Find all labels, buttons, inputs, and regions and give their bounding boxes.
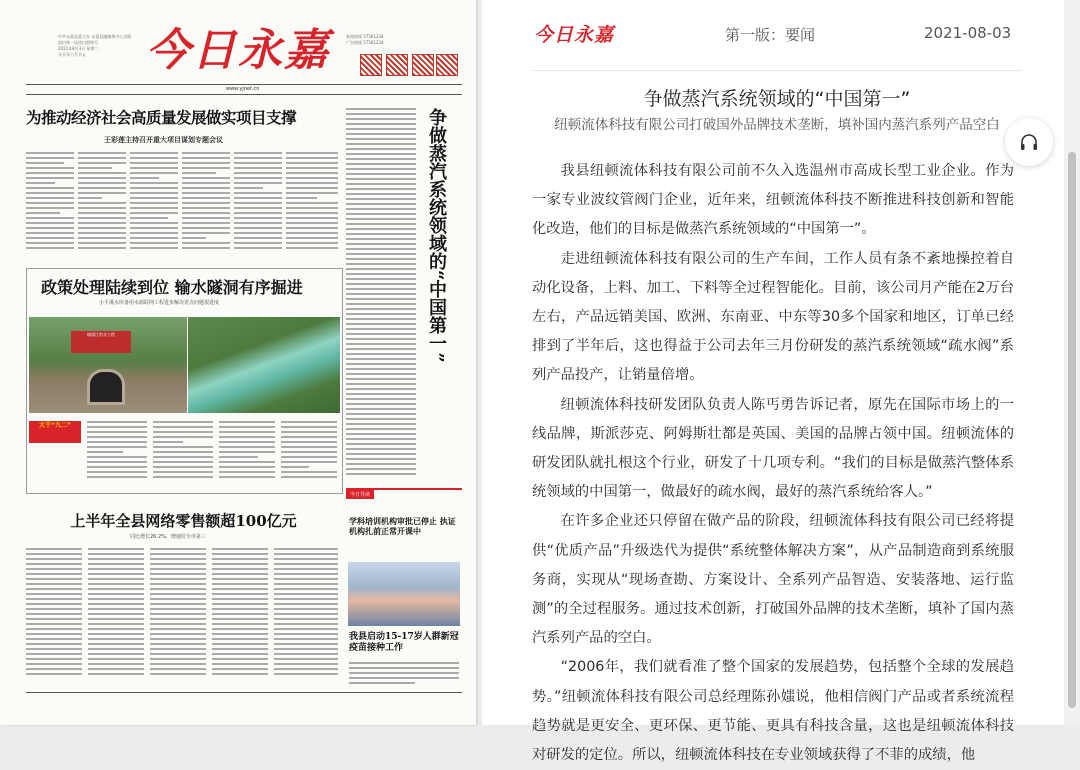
policy-story-box[interactable] bbox=[26, 268, 343, 494]
text-column bbox=[26, 152, 74, 252]
text-column bbox=[88, 548, 144, 678]
vaccine-photo bbox=[348, 562, 460, 626]
text-column bbox=[130, 152, 178, 252]
scrollbar-thumb[interactable] bbox=[1068, 152, 1076, 708]
text-column bbox=[182, 152, 230, 252]
news-subheadline-2: 小平溪水库备用水源联网工程进步解决省点问题很进度 bbox=[99, 300, 220, 306]
today-guide-headline-2[interactable]: 我县启动15-17岁人群新冠疫苗接种工作 bbox=[349, 632, 459, 653]
qr-code-2 bbox=[386, 54, 408, 76]
text-column bbox=[286, 152, 338, 252]
news-subheadline-1: 王彩莲主持召开重大项目谋划专题会议 bbox=[104, 136, 223, 144]
tunnel-sign: 楠溪江供水工程 bbox=[71, 331, 131, 353]
article-paragraph: 在许多企业还只停留在做产品的阶段，纽顿流体科技有限公司已经将提供“优质产品”升级迭代为提供“系统整体解决方案”，从产品制造商到系统服务商，实现从“现场查勘、方案设计、全系列产品智造、安装落地、运行监测”的全过程服务。通过技术创新，打破国外品牌的技术垄断，填补了国内蒸汽系列产品的空白。 bbox=[532, 513, 1014, 647]
text-column bbox=[281, 421, 337, 481]
scrollbar[interactable] bbox=[1064, 0, 1080, 725]
text-column bbox=[212, 548, 268, 678]
today-guide-box[interactable] bbox=[346, 488, 462, 694]
newspaper-footer bbox=[26, 692, 462, 700]
article-paragraph: “2006年，我们就看准了整个国家的发展趋势，包括整个全球的发展趋势。”纽顿流体科技有限公司总经理陈孙媸说，他相信阀门产品或者系统流程趋势就是更安全、更环保、更节能、更具有科技含量，这也是纽顿流体科技对研发的定位。所以，纽顿流体科技在专业领域获得了不菲的成绩，他 bbox=[532, 659, 1014, 764]
article-reader bbox=[482, 0, 1064, 764]
article-paragraph: 纽顿流体科技研发团队负责人陈丐勇告诉记者，原先在国际市场上的一线品牌，斯派莎克、阿姆斯壮都是英国、美国的品牌占领中国。纽顿流体的研发团队就扎根这个行业，研发了十几项专利。“我们的目标是做蒸汽整体系统领域的中国第一，做最好的疏水阀，最好的蒸汽系统给客人。” bbox=[532, 396, 1014, 501]
tunnel-photo bbox=[29, 317, 187, 413]
river-photo bbox=[188, 317, 340, 413]
edition-strip: www.yjnet.cn bbox=[26, 84, 462, 95]
today-guide-tag: 今日导读 bbox=[346, 490, 374, 499]
reader-logo[interactable]: 今日永嘉 bbox=[534, 24, 615, 46]
qr-code-3 bbox=[412, 54, 434, 76]
tunnel-portal bbox=[87, 369, 125, 405]
text-column bbox=[346, 108, 416, 478]
article-paragraph: 走进纽顿流体科技有限公司的生产车间，工作人员有条不紊地操控着自动化设备，上料、加工、下料等全过程智能化。目前，该公司月产能在2万台左右，产品远销美国、欧洲、东南亚、中东等30多个国家和地区，订单已经排到了半年后，这也得益于公司去年三月份研发的蒸汽系统领域“疏水阀”系列产品投产，让销量倍增。 bbox=[532, 250, 1014, 384]
text-column bbox=[78, 152, 126, 252]
text-column bbox=[349, 662, 459, 687]
red-banner: 大干“九二” bbox=[29, 421, 81, 443]
article-paragraph: 我县纽顿流体科技有限公司前不久入选温州市高成长型工业企业。作为一家专业波纹管阀门企业，近年来，纽顿流体科技不断推进科技创新和智能化改造，他们的目标是做蒸汽系统领域的“中国第一”。 bbox=[532, 163, 1014, 238]
header-divider bbox=[532, 70, 1022, 71]
article-title: 争做蒸汽系统领域的“中国第一” bbox=[643, 88, 911, 110]
today-guide-headline[interactable]: 学科培训机构审批已停止 执证机构扎前正常开课中 bbox=[349, 516, 456, 536]
headphones-icon bbox=[1019, 133, 1039, 151]
text-column bbox=[153, 421, 213, 481]
news-headline-1[interactable]: 为推动经济社会高质量发展做实项目支撑 bbox=[26, 108, 297, 127]
vertical-headline[interactable]: 争做蒸汽系统领域的“中国第一” bbox=[426, 108, 447, 363]
text-column bbox=[26, 548, 82, 678]
news-subheadline-3: 同比增长26.2%，增速居全市第三 bbox=[130, 534, 206, 540]
news-headline-3[interactable]: 上半年全县网络零售额超100亿元 bbox=[70, 512, 297, 530]
newspaper-page-image[interactable] bbox=[0, 0, 476, 725]
news-headline-2[interactable]: 政策处理陆续到位 输水隧洞有序掘进 bbox=[41, 278, 303, 297]
qr-code-4 bbox=[436, 54, 458, 76]
text-column bbox=[150, 548, 206, 678]
masthead-left-info: 中共永嘉县委主办 永嘉县融媒体中心出版 国内统一连续出版物号 2021年8月3日 星期二 辛丑年六月廿五 bbox=[58, 34, 132, 57]
text-column bbox=[219, 421, 275, 481]
audio-play-button[interactable] bbox=[1005, 118, 1053, 166]
text-column bbox=[274, 548, 338, 678]
page-label: 第一版：要闻 bbox=[725, 26, 816, 44]
text-column bbox=[234, 152, 282, 252]
article-body bbox=[532, 157, 1014, 770]
masthead-right-info: 新闻热线 57561234 广告热线 57561234 bbox=[346, 34, 384, 45]
text-column bbox=[87, 421, 147, 481]
newspaper-masthead-title: 今日永嘉 bbox=[146, 25, 330, 76]
article-subtitle: 纽顿流体科技有限公司打破国外品牌技术垄断，填补国内蒸汽系列产品空白 bbox=[554, 117, 1000, 133]
page-date: 2021-08-03 bbox=[924, 24, 1012, 42]
qr-code-1 bbox=[360, 54, 382, 76]
